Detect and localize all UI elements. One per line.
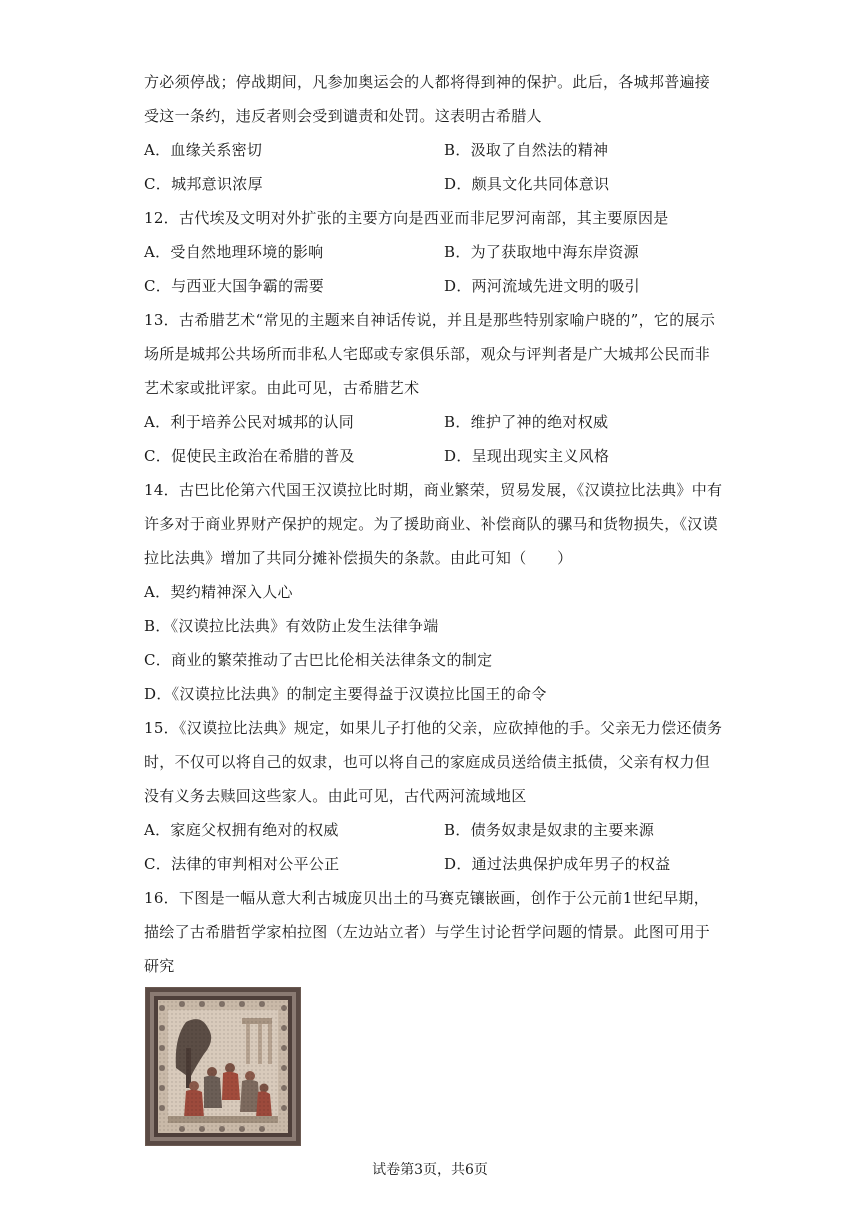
mosaic-illustration [146, 988, 300, 1145]
q14-stem-line-2: 许多对于商业界财产保护的规定。为了援助商业、补偿商队的骡马和货物损失，《汉谟 [144, 515, 718, 533]
q15-stem-line-1: 15．《汉谟拉比法典》规定，如果儿子打他的父亲，应砍掉他的手。父亲无力偿还债务 [144, 719, 723, 737]
q12-option-b: B．为了获取地中海东岸资源 [444, 243, 639, 261]
q14-option-a: A．契约精神深入人心 [144, 583, 293, 601]
q13-option-a: A．利于培养公民对城邦的认同 [144, 413, 355, 431]
q12-option-d: D．两河流域先进文明的吸引 [444, 277, 640, 295]
q12-stem: 12．古代埃及文明对外扩张的主要方向是西亚而非尼罗河南部，其主要原因是 [144, 209, 669, 227]
q13-option-d: D．呈现出现实主义风格 [444, 447, 610, 465]
page-footer: 试卷第3页，共6页 [372, 1162, 488, 1178]
q16-stem-line-1: 16．下图是一幅从意大利古城庞贝出土的马赛克镶嵌画，创作于公元前1世纪早期， [144, 889, 710, 907]
q11-option-c: C．城邦意识浓厚 [144, 175, 263, 193]
q15-stem-line-3: 没有义务去赎回这些家人。由此可见，古代两河流域地区 [144, 787, 527, 805]
q11-text-line-2: 受这一条约，违反者则会受到谴责和处罚。这表明古希腊人 [144, 107, 542, 125]
q14-option-b: B．《汉谟拉比法典》有效防止发生法律争端 [144, 617, 439, 635]
q15-option-c: C．法律的审判相对公平公正 [144, 855, 340, 873]
q14-option-c: C．商业的繁荣推动了古巴比伦相关法律条文的制定 [144, 651, 493, 669]
q12-option-c: C．与西亚大国争霸的需要 [144, 277, 325, 295]
q15-option-b: B．债务奴隶是奴隶的主要来源 [444, 821, 655, 839]
q12-option-a: A．受自然地理环境的影响 [144, 243, 324, 261]
q15-option-a: A．家庭父权拥有绝对的权威 [144, 821, 339, 839]
q14-stem-line-1: 14．古巴比伦第六代国王汉谟拉比时期，商业繁荣，贸易发展，《汉谟拉比法典》中有 [144, 481, 723, 499]
q11-text-line-1: 方必须停战；停战期间，凡参加奥运会的人都将得到神的保护。此后，各城邦普遍接 [144, 73, 711, 91]
q16-stem-line-3: 研究 [144, 957, 175, 975]
q13-option-b: B．维护了神的绝对权威 [444, 413, 609, 431]
q14-option-d: D．《汉谟拉比法典》的制定主要得益于汉谟拉比国王的命令 [144, 685, 547, 703]
q11-option-d: D．颇具文化共同体意识 [444, 175, 610, 193]
q15-option-d: D．通过法典保护成年男子的权益 [444, 855, 671, 873]
q11-option-a: A．血缘关系密切 [144, 141, 263, 159]
q13-stem-line-2: 场所是城邦公共场所而非私人宅邸或专家俱乐部，观众与评判者是广大城邦公民而非 [144, 345, 711, 363]
plato-academy-mosaic-image [145, 987, 301, 1146]
q15-stem-line-2: 时，不仅可以将自己的奴隶，也可以将自己的家庭成员送给债主抵债，父亲有权力但 [144, 753, 711, 771]
q13-option-c: C．促使民主政治在希腊的普及 [144, 447, 355, 465]
q14-stem-line-3: 拉比法典》增加了共同分摊补偿损失的条款。由此可知（ ） [144, 549, 573, 567]
q11-option-b: B．汲取了自然法的精神 [444, 141, 609, 159]
q13-stem-line-1: 13．古希腊艺术“常见的主题来自神话传说，并且是那些特别家喻户晓的”，它的展示 [144, 311, 716, 329]
q16-stem-line-2: 描绘了古希腊哲学家柏拉图（左边站立者）与学生讨论哲学问题的情景。此图可用于 [144, 923, 711, 941]
q13-stem-line-3: 艺术家或批评家。由此可见，古希腊艺术 [144, 379, 420, 397]
